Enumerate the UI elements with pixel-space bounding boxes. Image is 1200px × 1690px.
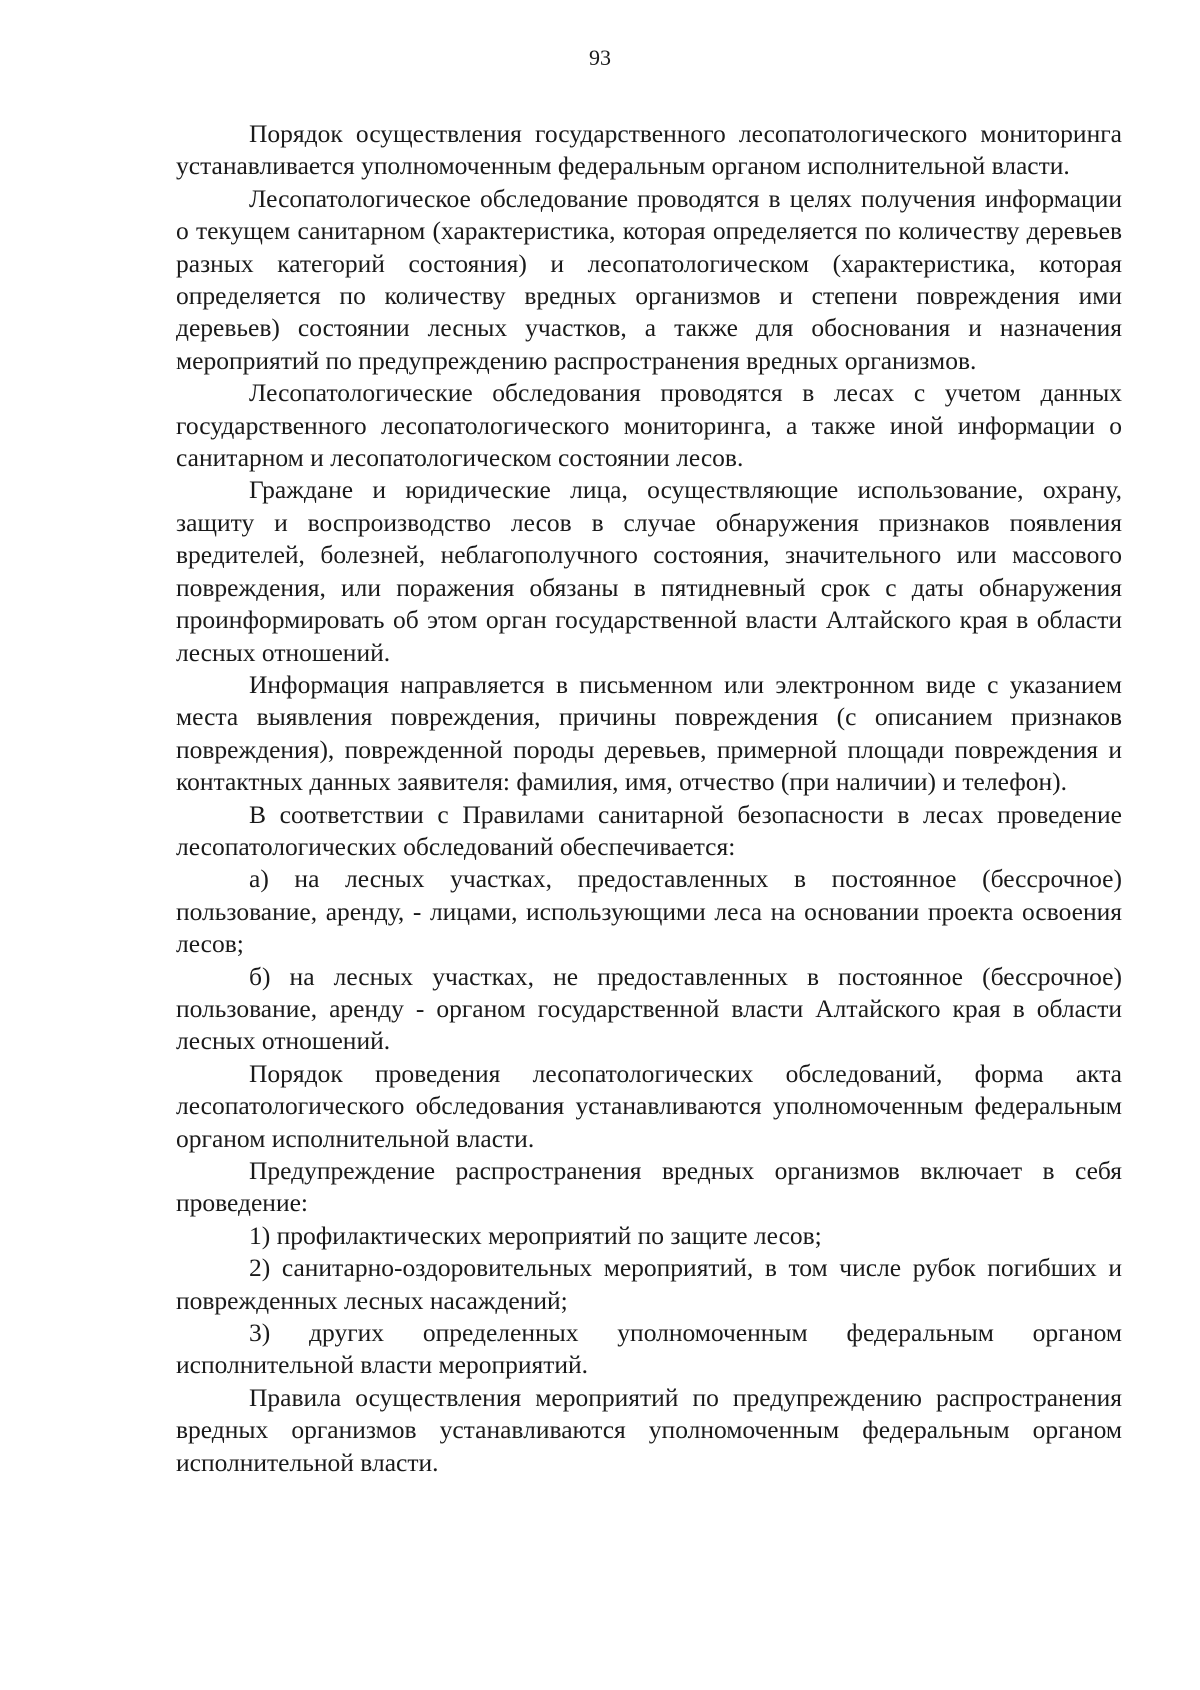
page-number: 93	[589, 45, 611, 70]
list-item: 2) санитарно-оздоровительных мероприятий, в том числе рубок погибших и поврежденных лесных насаждений;	[176, 1253, 1122, 1315]
list-item: 1) профилактических мероприятий по защите лесов;	[249, 1220, 822, 1250]
paragraph: Порядок осуществления государственного лесопатологического мониторинга устанавливается уполномоченным федеральным органом исполнительной власти.	[176, 119, 1122, 181]
paragraph: Правила осуществления мероприятий по предупреждению распространения вредных организмов устанавливаются уполномоченным федеральным органом исполнительной власти.	[176, 1382, 1122, 1477]
paragraph: Предупреждение распространения вредных организмов включает в себя проведение:	[176, 1156, 1122, 1218]
paragraph: Лесопатологическое обследование проводятся в целях получения информации о текущем санитарном (характеристика, которая определяется по количеству деревьев разных категорий состояния) и лесопатологическом (характеристика, которая определяется по количеству вредных организмов и степени повреждения ими деревьев) состоянии лесных участков, а также для обоснования и назначения мероприятий по предупреждению распространения вредных организмов.	[176, 183, 1122, 375]
list-item: а) на лесных участках, предоставленных в постоянное (бессрочное) пользование, аренду, - лицами, использующими леса на основании проекта освоения лесов;	[176, 864, 1122, 959]
paragraph: В соответствии с Правилами санитарной безопасности в лесах проведение лесопатологических обследований обеспечивается:	[176, 799, 1122, 861]
paragraph: Информация направляется в письменном или электронном виде с указанием места выявления повреждения, причины повреждения (с описанием признаков повреждения), поврежденной породы деревьев, примерной площади повреждения и контактных данных заявителя: фамилия, имя, отчество (при наличии) и телефон).	[176, 669, 1122, 797]
paragraph: Порядок проведения лесопатологических обследований, форма акта лесопатологического обследования устанавливаются уполномоченным федеральным органом исполнительной власти.	[176, 1058, 1122, 1153]
paragraph: Лесопатологические обследования проводятся в лесах с учетом данных государственного лесопатологического мониторинга, а также иной информации о санитарном и лесопатологическом состоянии лесов.	[176, 378, 1122, 473]
list-item: 3) других определенных уполномоченным федеральным органом исполнительной власти мероприятий.	[176, 1318, 1122, 1380]
document-body	[176, 118, 1122, 1479]
list-item: б) на лесных участках, не предоставленных в постоянное (бессрочное) пользование, аренду - органом государственной власти Алтайского края в области лесных отношений.	[176, 961, 1122, 1056]
paragraph: Граждане и юридические лица, осуществляющие использование, охрану, защиту и воспроизводство лесов в случае обнаружения признаков появления вредителей, болезней, неблагополучного состояния, значительного или массового повреждения, или поражения обязаны в пятидневный срок с даты обнаружения проинформировать об этом орган государственной власти Алтайского края в области лесных отношений.	[176, 475, 1122, 667]
